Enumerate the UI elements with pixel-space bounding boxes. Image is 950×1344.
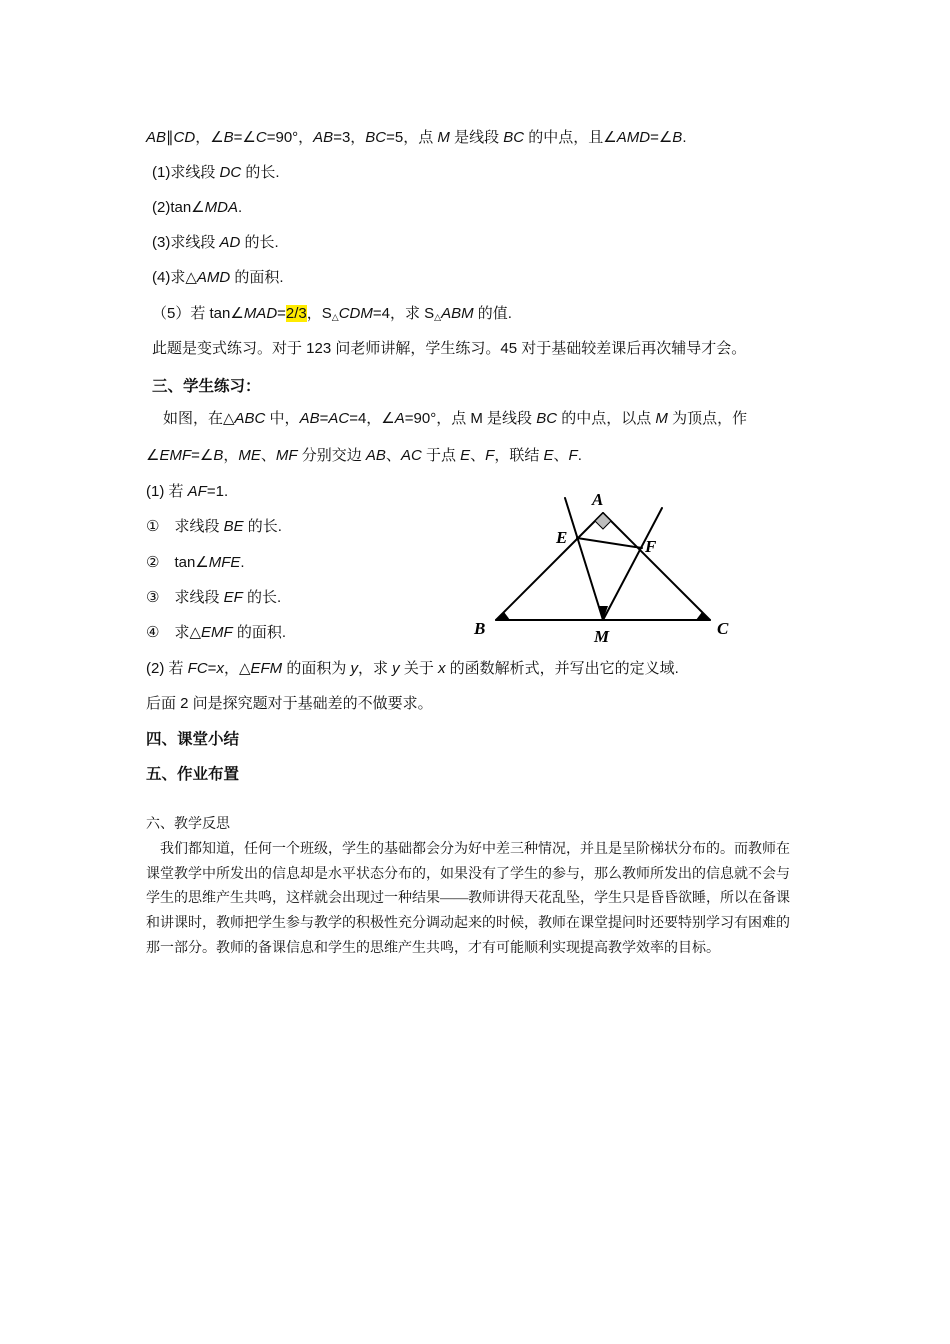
text: 分别交边 xyxy=(297,447,366,464)
text: MAD xyxy=(243,305,278,322)
reflection-line: 学生的思维产生共鸣，这样就会出现过一种结果——教师讲得天花乱坠，学生只是昏昏欲睡，所以在备课 xyxy=(146,891,790,906)
text: (2) 若 xyxy=(146,660,188,677)
side-ac xyxy=(603,513,710,620)
text: E xyxy=(543,447,554,464)
text: E xyxy=(460,447,471,464)
text: AD xyxy=(219,234,241,251)
text: MF xyxy=(275,447,298,464)
reflection-line: 和讲课时，教师把学生参与教学的积极性充分调动起来的时候，教师在课堂提问时还要特别学习有困难的 xyxy=(146,916,790,931)
text: 的面积. xyxy=(230,269,284,286)
text: (4)求△ xyxy=(152,269,197,286)
text: =∠ xyxy=(191,447,214,464)
text: 的长. xyxy=(241,164,280,181)
text: F xyxy=(568,447,578,464)
text: =3， xyxy=(333,129,366,146)
text: ，∠ xyxy=(195,129,224,146)
text: CDM xyxy=(338,305,373,322)
text: AC xyxy=(328,410,350,427)
text: 、 xyxy=(260,447,276,464)
text: AB xyxy=(299,410,320,427)
text: ∠ xyxy=(146,447,160,464)
label-m: M xyxy=(594,627,610,646)
exercise-line-1 xyxy=(163,409,747,429)
question-3 xyxy=(152,233,279,253)
label-f: F xyxy=(645,537,657,556)
text: B xyxy=(213,447,224,464)
text: ② tan∠ xyxy=(146,554,209,571)
text: （5）若 tan∠ xyxy=(152,305,244,322)
text: =90°，点 M 是线段 xyxy=(404,410,537,427)
reflection-line: 课堂教学中所发出的信息却是水平状态分布的，如果没有了学生的参与，那么教师所发出的信息就不会与 xyxy=(146,867,790,882)
angle-marker-b xyxy=(496,612,510,620)
text: A xyxy=(394,410,405,427)
text: AMD xyxy=(616,129,651,146)
text: AC xyxy=(400,447,422,464)
subquestion-1-part-2 xyxy=(146,553,245,573)
text: AB xyxy=(365,447,386,464)
text: =∠ xyxy=(233,129,256,146)
question-2 xyxy=(152,198,242,218)
text: 的中点，以点 xyxy=(557,410,656,427)
teaching-note-1: 此题是变式练习。对于 123 问老师讲解，学生练习。45 对于基础较差课后再次辅导才会。 xyxy=(152,340,747,357)
text: AB xyxy=(313,129,334,146)
text: 、 xyxy=(385,447,401,464)
text: x xyxy=(216,660,224,677)
label-a: A xyxy=(592,490,604,509)
text: 的长. xyxy=(242,589,282,606)
subquestion-1-part-1 xyxy=(146,517,282,537)
question-5 xyxy=(152,304,512,327)
teaching-note-2: 后面 2 问是探究题对于基础差的不做要求。 xyxy=(146,695,433,712)
text: 、 xyxy=(553,447,569,464)
text: EF xyxy=(223,589,243,606)
angle-marker-c xyxy=(696,612,710,620)
text: EFM xyxy=(250,660,283,677)
text: . xyxy=(682,129,687,146)
text: (1) 若 xyxy=(146,483,188,500)
problem-statement-line xyxy=(146,128,686,148)
text: 中， xyxy=(265,410,300,427)
section-heading-6: 六、教学反思 xyxy=(146,817,230,832)
text: 的值. xyxy=(473,305,512,322)
text: 关于 xyxy=(399,660,439,677)
text: B xyxy=(672,129,683,146)
text: MDA xyxy=(204,199,238,216)
text: y xyxy=(392,660,400,677)
text: (2)tan∠ xyxy=(152,199,205,216)
text: = xyxy=(207,660,217,677)
text: 的长. xyxy=(243,518,282,535)
question-1 xyxy=(152,163,280,183)
ray-me xyxy=(565,498,603,620)
text: C xyxy=(255,129,267,146)
text: ME xyxy=(238,447,261,464)
text: ， xyxy=(223,447,239,464)
text: = xyxy=(319,410,329,427)
text: BE xyxy=(223,518,244,535)
text: =∠ xyxy=(650,129,673,146)
text: BC xyxy=(365,129,387,146)
text: 的函数解析式，并写出它的定义域. xyxy=(445,660,679,677)
text: 为顶点，作 xyxy=(667,410,748,427)
text: △ xyxy=(434,312,442,322)
text: B xyxy=(223,129,234,146)
text: ，S xyxy=(306,305,332,322)
text: =90°， xyxy=(266,129,314,146)
text: BC xyxy=(503,129,525,146)
exercise-line-2 xyxy=(146,446,582,466)
text: AMD xyxy=(196,269,231,286)
text: △ xyxy=(331,312,339,322)
text: =4，∠ xyxy=(349,410,395,427)
text: 于点 xyxy=(421,447,461,464)
text: BC xyxy=(536,410,558,427)
text: DC xyxy=(219,164,242,181)
text: 是线段 xyxy=(449,129,504,146)
text: F xyxy=(485,447,495,464)
label-e: E xyxy=(556,528,568,547)
text: . xyxy=(577,447,582,464)
right-angle-marker xyxy=(595,513,611,529)
text: . xyxy=(240,554,245,571)
text: =1. xyxy=(206,483,229,500)
text: AB xyxy=(146,129,167,146)
text: ，求 xyxy=(358,660,393,677)
text: 的面积. xyxy=(232,624,286,641)
section-heading-4: 四、课堂小结 xyxy=(146,731,240,748)
text: x xyxy=(438,660,446,677)
text: ，联结 xyxy=(494,447,544,464)
subquestion-1-part-3 xyxy=(146,588,281,608)
text: = xyxy=(277,305,286,322)
text: y xyxy=(350,660,358,677)
subquestion-2 xyxy=(146,659,679,679)
highlighted-fraction: 2/3 xyxy=(285,305,307,322)
text: =4，求 S xyxy=(372,305,435,322)
text: EMF xyxy=(200,624,233,641)
text: 如图，在△ xyxy=(163,410,235,427)
text: ABC xyxy=(234,410,266,427)
text: EMF xyxy=(159,447,192,464)
text: 、 xyxy=(470,447,486,464)
section-heading-3: 三、学生练习： xyxy=(152,378,261,395)
triangle-figure xyxy=(470,488,740,648)
question-4 xyxy=(152,268,284,288)
text: ① 求线段 xyxy=(146,518,224,535)
label-b: B xyxy=(474,619,486,638)
text: M xyxy=(437,129,450,146)
text: (3)求线段 xyxy=(152,234,220,251)
reflection-line: 那一部分。教师的备课信息和学生的思维产生共鸣，才有可能顺利实现提高教学效率的目标。 xyxy=(146,941,720,956)
subquestion-1-part-4 xyxy=(146,623,286,643)
text: M xyxy=(655,410,668,427)
text: ，△ xyxy=(223,660,251,677)
text: AF xyxy=(187,483,207,500)
reflection-line: 我们都知道，任何一个班级，学生的基础都会分为好中差三种情况，并且是呈阶梯状分布的。而教师在 xyxy=(160,842,790,857)
text: . xyxy=(237,199,243,216)
text: 的长. xyxy=(240,234,279,251)
text: 的中点，且∠ xyxy=(524,129,617,146)
text: ∥ xyxy=(166,129,174,146)
text: ④ 求△ xyxy=(146,624,201,641)
text: =5，点 xyxy=(386,129,438,146)
text: FC xyxy=(187,660,208,677)
section-heading-5: 五、作业布置 xyxy=(146,766,240,783)
text: ABM xyxy=(441,305,474,322)
text: (1)求线段 xyxy=(152,164,220,181)
text: CD xyxy=(173,129,196,146)
text: ③ 求线段 xyxy=(146,589,224,606)
subquestion-1 xyxy=(146,482,228,502)
text: MFE xyxy=(208,554,241,571)
text: 的面积为 xyxy=(282,660,351,677)
label-c: C xyxy=(717,619,729,638)
